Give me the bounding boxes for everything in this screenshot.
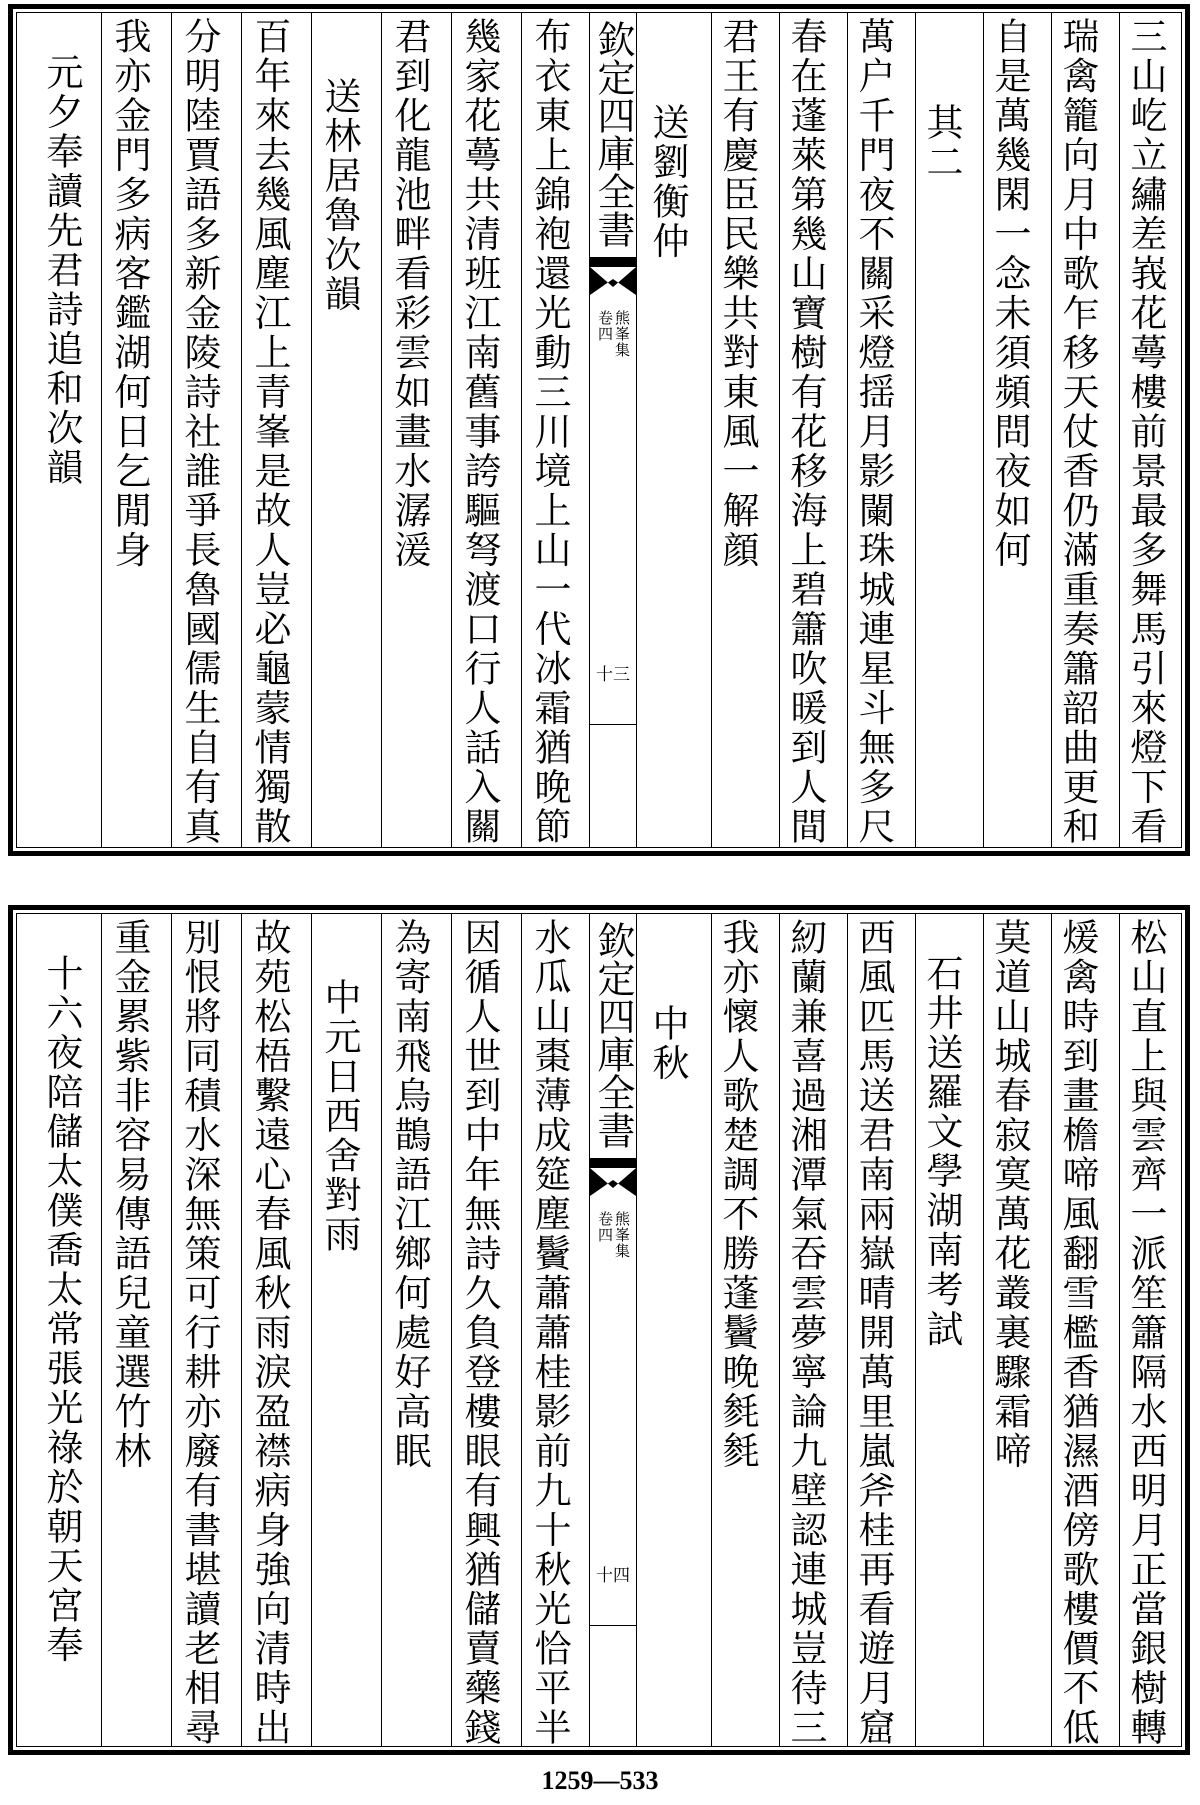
bottom-column-15: 重金累紫非容易傳語兒童選竹林	[108, 918, 151, 1471]
column-rule	[521, 12, 522, 848]
column-rule	[521, 913, 522, 1747]
bottom-column-5: 西風匹馬送君南兩嶽晴開萬里嵐斧桂再看遊月窟	[852, 918, 895, 1748]
column-rule	[915, 913, 916, 1747]
column-rule	[1119, 913, 1120, 1747]
spine-book-info	[590, 310, 636, 358]
bottom-column-16: 十六夜陪儲太僕喬太常張光祿於朝天宮奉	[40, 954, 83, 1665]
column-rule	[711, 12, 712, 848]
folio-rule	[590, 1625, 636, 1626]
spine-volume: 卷四	[596, 310, 614, 342]
top-column-2: 瑞禽籠向月中歌乍移天仗香仍滿重奏簫韶曲更和	[1056, 17, 1099, 847]
column-rule	[101, 913, 102, 1747]
top-column-1: 三山屹立繡差峩花蕚樓前景最多舞馬引來燈下看	[1124, 17, 1167, 847]
spine-title: 欽定四庫全書	[591, 921, 635, 1149]
column-rule	[847, 12, 848, 848]
spine-book-info	[590, 1211, 636, 1259]
bottom-column-12: 中元日西舍對雨	[318, 978, 361, 1255]
column-rule	[241, 12, 242, 848]
bottom-column-8: 中秋	[646, 1004, 689, 1083]
top-column-6: 春在蓬萊第幾山寶樹有花移海上碧簫吹暖到人間	[784, 17, 827, 847]
column-rule	[711, 913, 712, 1747]
page-number: 1259—533	[541, 1766, 659, 1795]
column-rule	[451, 913, 452, 1747]
folio-number: 十三	[596, 665, 630, 685]
column-rule	[983, 12, 984, 848]
top-column-10: 幾家花蕚共清班江南舊事誇驅弩渡口行人話入關	[458, 17, 501, 847]
top-column-5: 萬户千門夜不關采燈揺月影闌珠城連星斗無多尺	[852, 17, 895, 847]
bottom-column-9: 水瓜山棗薄成筵塵鬢蕭蕭桂影前九十秋光恰平半	[528, 918, 571, 1748]
top-column-11: 君到化龍池畔看彩雲如畫水潺湲	[388, 17, 431, 570]
fish-tail-mark-icon	[590, 257, 636, 295]
spine-book-title: 熊峯集	[613, 310, 631, 358]
center-spine	[589, 12, 637, 848]
folio-number: 十四	[596, 1566, 630, 1586]
column-rule	[1051, 913, 1052, 1747]
spine-title: 欽定四庫全書	[591, 20, 635, 248]
column-rule	[171, 913, 172, 1747]
fish-tail-mark-icon	[590, 1158, 636, 1196]
top-page	[8, 4, 1190, 856]
column-rule	[779, 12, 780, 848]
bottom-column-2: 煖禽時到畫檐啼風翻雪檻香猶濕酒傍歌樓價不低	[1056, 918, 1099, 1748]
top-column-7: 君王有慶臣民樂共對東風一解顔	[716, 17, 759, 570]
column-rule	[311, 12, 312, 848]
bottom-column-10: 因循人世到中年無詩久負登樓眼有興猶儲賣藥錢	[458, 918, 501, 1748]
bottom-column-13: 故苑松梧繫遠心春風秋雨淚盈襟病身強向清時出	[248, 918, 291, 1748]
top-column-12: 送林居魯次韻	[318, 77, 361, 314]
column-rule	[311, 913, 312, 1747]
top-column-4: 其二	[920, 103, 963, 182]
column-rule	[1119, 12, 1120, 848]
bottom-column-1: 松山直上與雲齊一派笙簫隔水西明月正當銀樹轉	[1124, 918, 1167, 1748]
top-column-16: 元夕奉讀先君詩追和次韻	[40, 53, 83, 488]
column-rule	[847, 913, 848, 1747]
column-rule	[241, 913, 242, 1747]
top-column-9: 布衣東上錦袍還光動三川境上山一代冰霜猶晚節	[528, 17, 571, 847]
spine-book-title: 熊峯集	[613, 1211, 631, 1259]
column-rule	[381, 12, 382, 848]
bottom-column-3: 莫道山城春寂寞萬花叢裏驟霜啼	[988, 918, 1031, 1471]
column-rule	[915, 12, 916, 848]
top-column-15: 我亦金門多病客鑑湖何日乞閒身	[108, 17, 151, 570]
column-rule	[779, 913, 780, 1747]
column-rule	[451, 12, 452, 848]
bottom-column-14: 別恨將同積水深無策可行耕亦廢有書堪讀老相尋	[178, 918, 221, 1748]
top-column-3: 自是萬幾閑一念未須頻問夜如何	[988, 17, 1031, 570]
column-rule	[101, 12, 102, 848]
center-spine	[589, 913, 637, 1747]
bottom-column-7: 我亦懷人歌楚調不勝蓬鬢晚毵毵	[716, 918, 759, 1471]
top-column-13: 百年來去幾風塵江上青峯是故人豈必龜蒙情獨散	[248, 17, 291, 847]
bottom-page	[8, 905, 1190, 1755]
column-rule	[1051, 12, 1052, 848]
bottom-column-6: 紉蘭兼喜過湘潭氣吞雲夢寧論九壁認連城豈待三	[784, 918, 827, 1748]
column-rule	[983, 913, 984, 1747]
top-column-8: 送劉衡仲	[646, 103, 689, 261]
column-rule	[381, 913, 382, 1747]
folio-rule	[590, 724, 636, 725]
bottom-column-11: 為寄南飛烏鵲語江鄉何處好高眠	[388, 918, 431, 1471]
spine-volume: 卷四	[596, 1211, 614, 1243]
column-rule	[171, 12, 172, 848]
bottom-column-4: 石井送羅文學湖南考試	[920, 954, 963, 1349]
top-column-14: 分明陸賈語多新金陵詩社誰爭長魯國儒生自有真	[178, 17, 221, 847]
